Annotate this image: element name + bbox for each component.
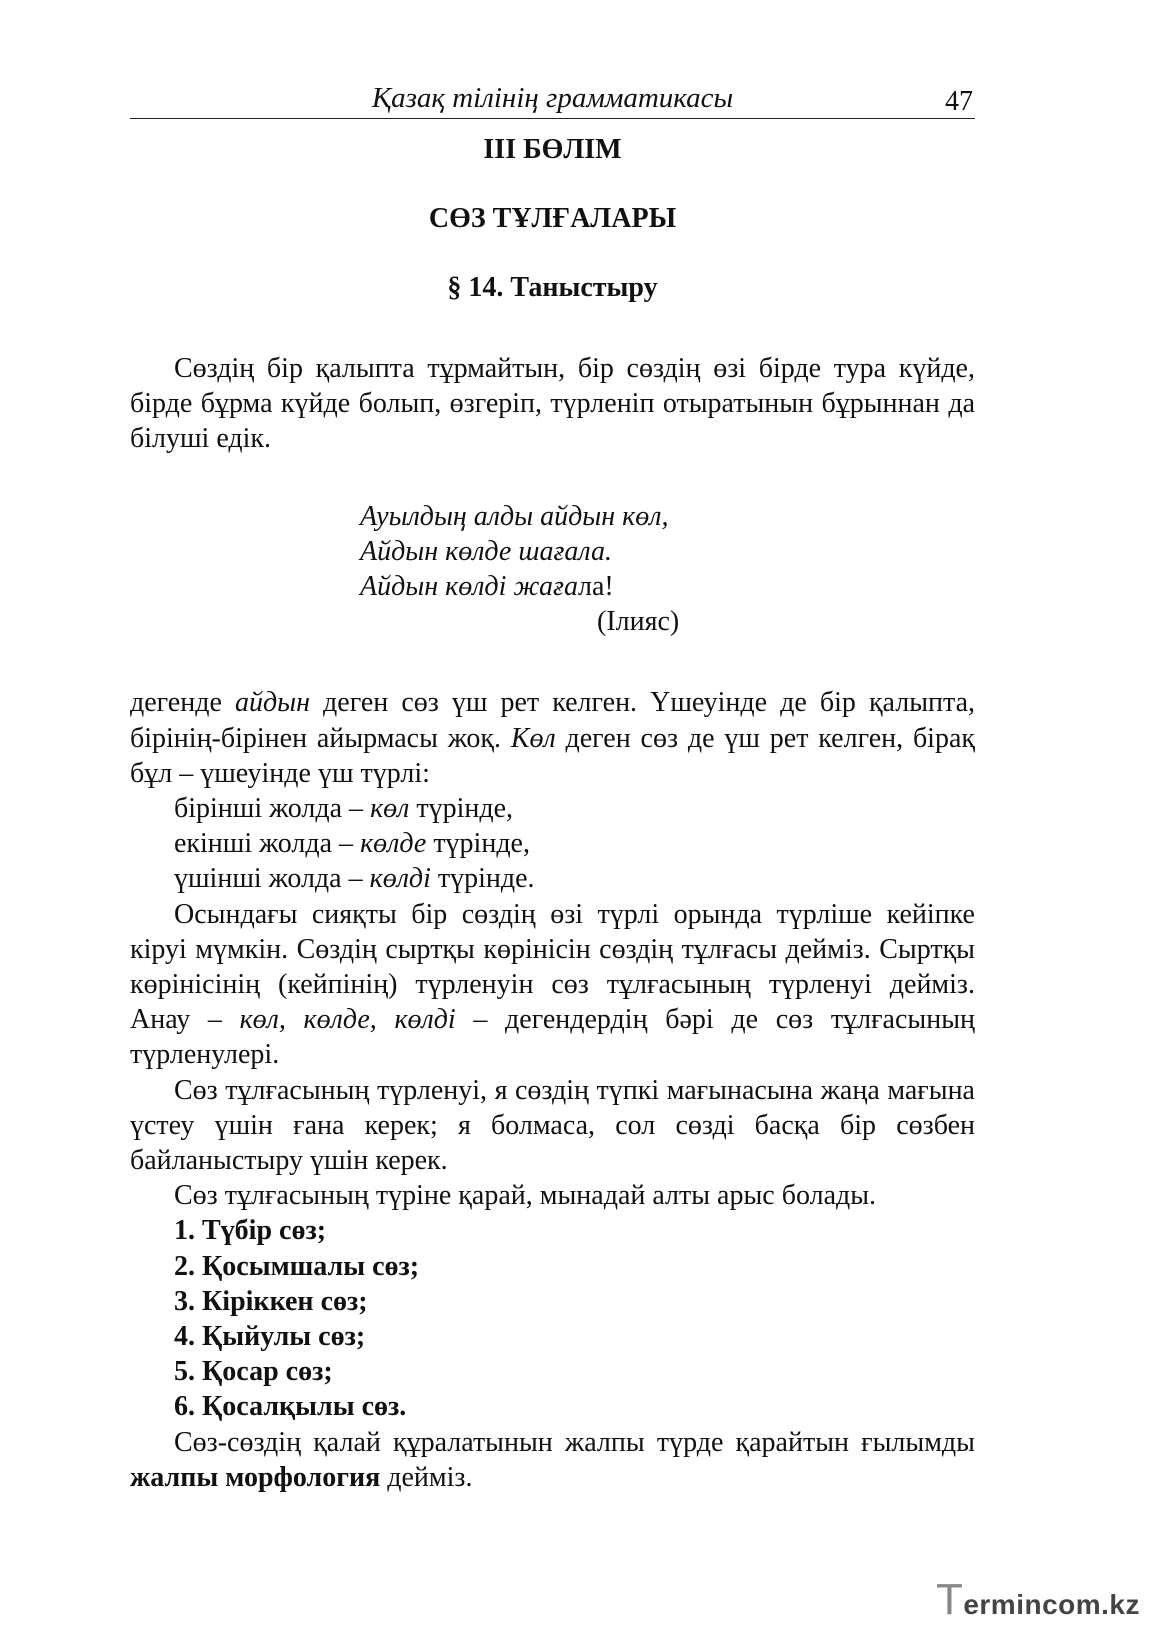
list-item-3: 3. Кіріккен сөз; <box>174 1285 368 1317</box>
poem-line-3: Айдын көлді жағала! <box>360 571 614 603</box>
list-item-5: 5. Қосар сөз; <box>174 1356 333 1388</box>
poem <box>130 499 975 640</box>
part-heading: III БӨЛІМ <box>483 134 622 165</box>
example-line-3: үшінші жолда – көлді түрінде. <box>174 863 535 895</box>
running-header <box>130 78 975 119</box>
site-watermark: Termincom.kz <box>935 1575 1140 1624</box>
paragraph-heading: § 14. Таныстыру <box>447 272 658 303</box>
body-text <box>130 351 975 1495</box>
paragraph-3: Осындағы сияқты бір сөздің өзі түрлі орында түрліше кейіпке кіруі мүмкін. Сөздің сыртқы көрінісін сөздің тұлғасы дейміз. Сыртқы көрінісінің (кейпінің) түрленуін сөз тұлғасының түрленуі дейміз. Анау – көл, көлде, көлді – дегендердің бәрі де сөз тұлғасының түрленулері. <box>130 898 976 1071</box>
page-number: 47 <box>945 86 973 117</box>
poem-line-2: Айдын көлде шағала. <box>360 535 612 567</box>
list-item-2: 2. Қосымшалы сөз; <box>174 1250 420 1282</box>
poem-author: (Ілияс) <box>597 606 680 638</box>
example-line-1: бірінші жолда – көл түрінде, <box>174 793 514 825</box>
paragraph-6: Сөз-сөздің қалай құралатынын жалпы түрде қарайтын ғылымды жалпы морфология дейміз. <box>130 1426 975 1493</box>
list-item-4: 4. Қыйулы сөз; <box>174 1321 366 1353</box>
list-item-1: 1. Түбір сөз; <box>174 1215 327 1247</box>
paragraph-4: Сөз тұлғасының түрленуі, я сөздің түпкі мағынасына жаңа мағына үстеу үшін ғана керек; я болмаса, сол сөзді басқа бір сөзбен байланыстыру үшін керек. <box>130 1074 975 1177</box>
section-heading: СӨЗ ТҰЛҒАЛАРЫ <box>428 203 677 234</box>
poem-line-1: Ауылдың алды айдын көл, <box>360 500 669 532</box>
book-title: Қазақ тілінің грамматикасы <box>371 82 734 114</box>
paragraph-5: Сөз тұлғасының түріне қарай, мынадай алты арыс болады. <box>174 1180 877 1212</box>
paragraph-2: дегенде айдын деген сөз үш рет келген. Үшеуінде де бір қалыпта, бірінің-бірінен айырмасы жоқ. Көл деген сөз де үш рет келген, бірақ бұл – үшеуінде үш түрлі: <box>130 687 976 789</box>
list-item-6: 6. Қосалқылы сөз. <box>174 1391 407 1423</box>
example-line-2: екінші жолда – көлде түрінде, <box>174 828 530 860</box>
intro-paragraph: Сөздің бір қалыпта тұрмайтын, бір сөздің өзі бірде тура күйде, бірде бұрма күйде болып, өзгеріп, түрленіп отыратынын бұрыннан да білуші едік. <box>130 353 975 455</box>
